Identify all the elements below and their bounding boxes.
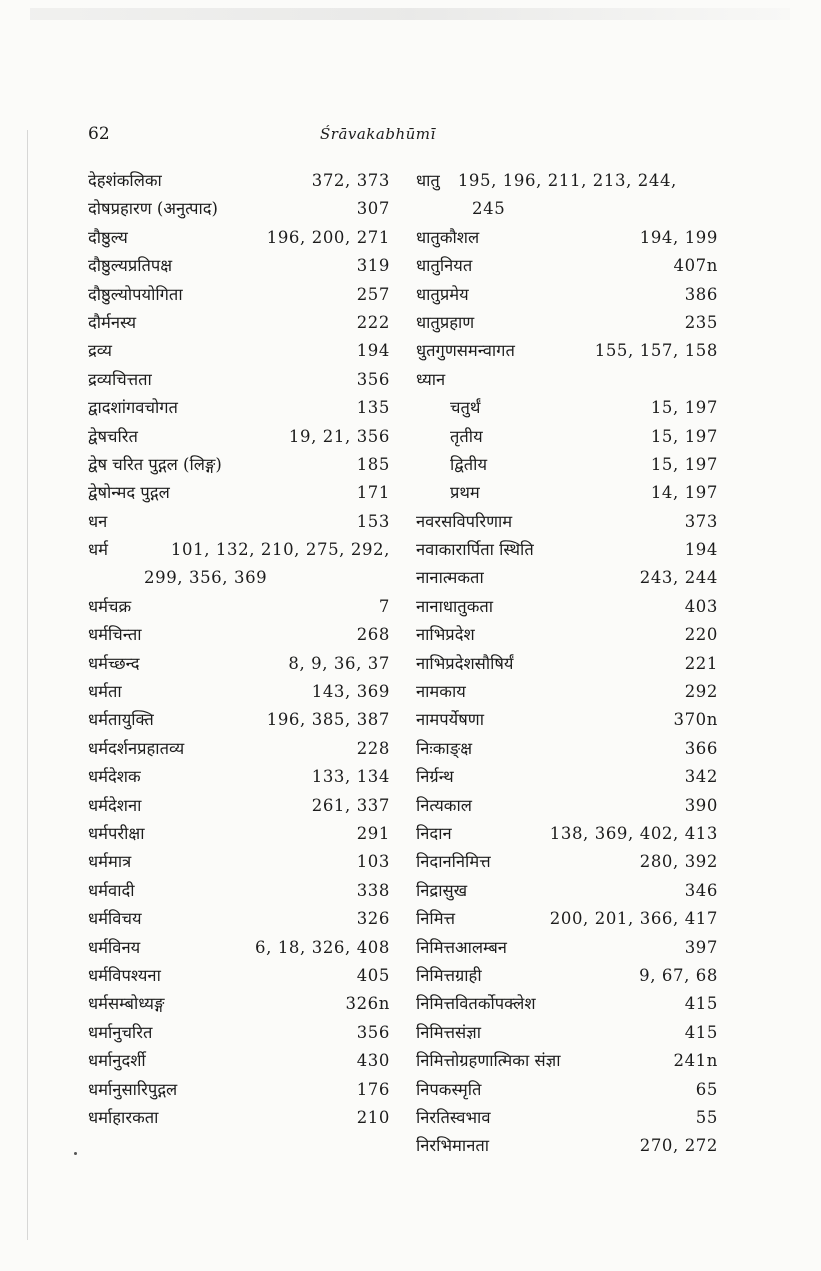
index-page-refs: 15, 197 [650,398,718,418]
index-term: निरभिमानता [416,1136,490,1156]
index-entry [88,820,390,848]
index-term: धर्मचिन्ता [88,625,142,645]
index-term: निमित्त [416,909,455,929]
index-entry [416,820,718,848]
index-page-refs: 386 [684,284,718,304]
index-entry [88,281,390,309]
index-page-refs: 19, 21, 356 [288,426,390,446]
index-page-refs: 291 [356,824,390,843]
index-term: नानात्मकता [416,568,484,588]
index-term: निमित्तवितर्कोपक्लेश [416,994,536,1014]
margin-mark [74,1152,77,1155]
index-term: ध्यान [416,369,446,389]
index-page-refs: 222 [356,312,390,332]
index-page-refs: 415 [684,994,718,1014]
index-entry [88,877,390,905]
index-page-refs: 415 [684,1022,718,1042]
index-term: प्रथम [450,483,480,503]
index-page-refs: 366 [684,738,718,758]
index-entry [416,934,718,962]
index-entry [88,848,390,876]
index-page-refs: 326n [345,994,390,1014]
index-term: नवाकारार्पिता स्थिति [416,540,534,560]
index-entry [416,1132,718,1160]
index-page-refs: 270, 272 [639,1136,718,1156]
index-term: निदान [416,824,452,843]
index-term: दौष्ठुल्य [88,227,128,247]
index-page-refs: 241n [673,1051,718,1071]
index-term: नाभिप्रदेशसौषिर्यं [416,653,514,673]
index-entry [416,1019,718,1047]
index-term: नवरसविपरिणाम [416,511,513,531]
index-page-refs: 195, 196, 211, 213, 244, [457,171,677,190]
index-term: धर्मविनय [88,937,141,957]
index-entry [88,905,390,933]
index-term: धर्मानुचरित [88,1022,153,1042]
index-term: दौष्ठुल्यप्रतिपक्ष [88,256,173,276]
index-page-refs: 405 [356,965,390,985]
index-page-refs: 430 [356,1051,390,1071]
index-entry [416,337,718,365]
index-entry [88,423,390,451]
index-page-refs: 194 [356,341,390,361]
index-entry [88,1047,390,1075]
index-page-refs: 319 [356,256,390,276]
index-term: धर्मदेशना [88,795,142,815]
index-entry [88,621,390,649]
index-page-refs: 9, 67, 68 [639,965,718,985]
index-entry [88,706,390,734]
index-entry [416,593,718,621]
index-term: धातुकौशल [416,227,480,247]
index-page-refs: 397 [684,937,718,957]
index-term: निमित्तआलम्बन [416,937,507,957]
page-header [88,124,718,148]
index-page-refs: 7 [378,596,390,616]
index-term: देहशंकलिका [88,171,162,190]
index-entry [88,224,390,252]
index-page-refs: 342 [684,767,718,787]
index-entry [416,763,718,791]
index-page-refs: 370n [673,710,718,730]
index-term: धातुप्रहाण [416,312,475,332]
index-page-refs: 373 [684,511,718,531]
index-entry [88,763,390,791]
index-entry [416,678,718,706]
index-page-refs: 8, 9, 36, 37 [288,653,390,673]
index-page-refs-continued: 299, 356, 369 [144,568,268,588]
index-page-refs: 346 [684,880,718,900]
index-page-refs: 135 [356,398,390,418]
index-entry [88,678,390,706]
index-entry [416,309,718,337]
index-page-refs: 6, 18, 326, 408 [255,937,390,957]
index-term: धर्मविपश्यना [88,965,161,985]
index-term: धर्ममात्र [88,852,132,872]
index-entry [416,224,718,252]
index-term: निरतिस्वभाव [416,1107,491,1127]
index-entry [88,650,390,678]
index-term: द्वेष चरित पुद्गल (लिङ्ग) [88,454,222,474]
index-entry [88,990,390,1018]
index-entry [88,252,390,280]
index-page-refs: 200, 201, 366, 417 [549,909,718,929]
index-page-refs: 143, 369 [311,682,390,702]
index-page-refs: 15, 197 [650,426,718,446]
index-term: धातुप्रमेय [416,284,469,304]
page-top-edge [30,8,790,20]
index-entry [416,366,718,394]
index-column-left [88,167,390,1132]
index-page-refs: 103 [356,852,390,872]
index-page-refs: 243, 244 [639,568,718,588]
index-term: निद्रासुख [416,880,468,900]
index-term: द्वेषोन्मद पुद्गल [88,483,170,503]
index-page-refs: 338 [356,880,390,900]
gutter-line [27,130,28,1240]
index-term: धर्मदेशक [88,767,141,787]
index-entry [88,962,390,990]
index-entry [88,508,390,536]
index-entry [416,848,718,876]
index-entry [88,394,390,422]
index-page-refs: 261, 337 [311,795,390,815]
index-page-refs: 235 [684,312,718,332]
index-entry [88,451,390,479]
index-page-refs: 228 [356,738,390,758]
index-term: निपकस्मृति [416,1079,482,1099]
index-term: धर्मचक्र [88,596,132,616]
index-page-refs: 101, 132, 210, 275, 292, [170,540,390,560]
index-entry [88,1076,390,1104]
index-entry [88,195,390,223]
index-term: चतुर्थं [450,398,481,418]
index-page-refs: 133, 134 [311,767,390,787]
index-page-refs: 138, 369, 402, 413 [549,824,718,843]
index-term: धर्माहारकता [88,1107,159,1127]
index-page-refs: 210 [356,1107,390,1127]
index-page-refs: 171 [356,483,390,503]
index-term: निर्ग्रन्थ [416,767,454,787]
index-term: धर्मच्छन्द [88,653,140,673]
index-entry [416,1047,718,1075]
index-entry [88,337,390,365]
index-page-refs: 356 [356,1022,390,1042]
index-term: निदाननिमित्त [416,852,491,872]
index-term: नानाधातुकता [416,596,494,616]
index-term: धातु 195, 196, 211, 213, 244, [416,171,677,190]
index-term: दौष्ठुल्योपयोगिता [88,284,183,304]
index-term: धर्मवादी [88,880,135,900]
page-number: 62 [88,124,110,144]
index-page-refs: 55 [695,1107,718,1127]
index-term: द्रव्यचित्तता [88,369,152,389]
index-page-refs: 196, 200, 271 [266,227,390,247]
index-term: निःकाङ्क्ष [416,738,473,758]
index-term: धातुनियत [416,256,473,276]
index-entry [88,536,390,593]
index-column-right [416,167,718,1161]
index-entry [416,167,718,224]
index-term: निमित्तग्राही [416,965,482,985]
index-page-refs: 326 [356,909,390,929]
index-term: द्रव्य [88,341,112,361]
index-term: धर्मता [88,682,122,702]
index-subentry [416,394,718,422]
index-term: द्वादशांगवचोगत [88,398,178,418]
index-page-refs: 196, 385, 387 [266,710,390,730]
index-term: नित्यकाल [416,795,472,815]
index-term: धर्म [88,540,109,560]
index-entry [88,366,390,394]
index-term: धर्मपरीक्षा [88,824,145,843]
index-page-refs: 194, 199 [639,227,718,247]
index-page-refs: 372, 373 [311,171,390,190]
index-entry [416,536,718,564]
index-subentry [416,479,718,507]
index-entry [416,706,718,734]
index-term: तृतीय [450,426,483,446]
index-entry [88,479,390,507]
index-entry [88,1019,390,1047]
index-page-refs: 220 [684,625,718,645]
index-entry [88,792,390,820]
index-page-refs: 257 [356,284,390,304]
index-entry [416,1076,718,1104]
index-entry [88,593,390,621]
index-entry [88,934,390,962]
running-title: Śrāvakabhūmī [320,125,436,143]
index-entry [88,309,390,337]
index-term: द्वेषचरित [88,426,138,446]
index-term: धर्मविचय [88,909,142,929]
index-term: नामकाय [416,682,466,702]
index-entry [416,281,718,309]
index-page-refs: 292 [684,682,718,702]
index-entry [416,650,718,678]
index-entry [88,167,390,195]
index-term: निमित्तोग्रहणात्मिका संज्ञा [416,1051,561,1071]
index-page-refs: 307 [356,199,390,219]
index-entry [416,962,718,990]
index-term: धुतगुणसमन्वागत [416,341,515,361]
index-page-refs: 185 [356,454,390,474]
index-entry [416,564,718,592]
index-entry [416,252,718,280]
index-term: नामपर्येषणा [416,710,484,730]
index-term: धर्मानुदर्शी [88,1051,146,1071]
index-term: दौर्मनस्य [88,312,137,332]
index-entry [416,905,718,933]
index-entry [416,990,718,1018]
index-entry [416,877,718,905]
index-subentry [416,451,718,479]
index-page-refs: 65 [695,1079,718,1099]
index-page-refs: 15, 197 [650,454,718,474]
index-term: द्वितीय [450,454,488,474]
index-page-refs: 403 [684,596,718,616]
index-page-refs: 407n [673,256,718,276]
index-page-refs: 155, 157, 158 [594,341,718,361]
index-entry [88,1104,390,1132]
index-entry [88,735,390,763]
index-page-refs: 221 [684,653,718,673]
index-term: धर्मानुसारिपुद्गल [88,1079,178,1099]
index-entry [416,735,718,763]
index-term: दोषप्रहारण (अनुत्पाद) [88,199,218,219]
index-page-refs: 153 [356,511,390,531]
index-term: निमित्तसंज्ञा [416,1022,481,1042]
index-page-refs: 356 [356,369,390,389]
index-page-refs-continued: 245 [472,199,506,219]
index-page-refs: 194 [684,540,718,560]
index-term: नाभिप्रदेश [416,625,475,645]
index-entry [416,508,718,536]
index-entry [416,621,718,649]
index-term: धन [88,511,108,531]
index-entry [416,1104,718,1132]
index-page-refs: 390 [684,795,718,815]
index-entry [416,792,718,820]
index-page-refs: 268 [356,625,390,645]
index-term: धर्मदर्शनप्रहातव्य [88,738,185,758]
index-term: धर्मतायुक्ति [88,710,154,730]
index-term: धर्मसम्बोध्यङ्ग [88,994,165,1014]
index-page-refs: 280, 392 [639,852,718,872]
index-subentry [416,423,718,451]
index-page-refs: 14, 197 [650,483,718,503]
index-page-refs: 176 [356,1079,390,1099]
